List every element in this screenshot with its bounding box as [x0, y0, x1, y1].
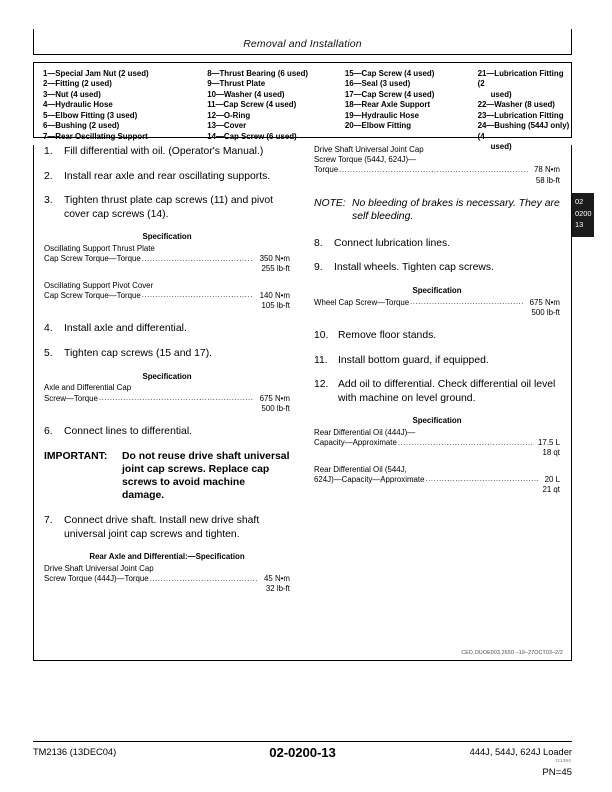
index-tab-line-1: 02	[575, 197, 584, 206]
specification-name: Rear Differential Oil (544J,	[314, 464, 407, 474]
content-frame	[33, 145, 572, 661]
specification-row	[44, 254, 290, 264]
parts-legend-item: 17—Cap Screw (4 used)	[344, 89, 435, 99]
specification-label: Cap Screw Torque—Torque	[44, 254, 141, 264]
left-steps-group-3	[44, 425, 290, 438]
specification-block	[44, 372, 290, 414]
dot-leader: .........................................	[141, 253, 253, 263]
parts-legend-item: 2—Fitting (2 used)	[43, 79, 112, 89]
specification-entry	[44, 383, 290, 414]
step-item	[44, 194, 290, 220]
specification-entry	[314, 145, 560, 186]
parts-legend-item: 24—Bushing (544J only) (4 used)	[477, 121, 572, 152]
left-steps-group-1	[44, 145, 290, 221]
dot-leader: .........................................	[141, 290, 253, 300]
important-callout	[44, 450, 290, 503]
specification-row	[314, 475, 560, 485]
parts-legend-item: 13—Cover	[207, 121, 247, 131]
step-text: Install rear axle and rear oscillating supports.	[64, 170, 271, 182]
specification-title: Rear Axle and Differential:—Specification	[89, 552, 245, 562]
step-text: Tighten cap screws (15 and 17).	[64, 347, 213, 359]
parts-legend-item: 18—Rear Axle Support	[344, 100, 431, 110]
step-item	[44, 514, 290, 540]
specification-value: 350 N•m	[259, 254, 290, 264]
dot-leader: ......................................................................	[339, 164, 529, 174]
specification-block	[314, 416, 560, 495]
specification-label: Torque	[314, 165, 339, 175]
parts-legend-item: 11—Cap Screw (4 used)	[207, 100, 297, 110]
parts-legend-item: 12—O-Ring	[207, 110, 251, 120]
specification-value: 78 N•m	[533, 165, 560, 175]
page-title: Removal and Installation	[243, 38, 362, 50]
left-steps-group-2	[44, 322, 290, 360]
specification-name: Oscillating Support Pivot Cover	[44, 280, 154, 290]
specification-row	[44, 574, 290, 584]
parts-legend-column-3	[345, 69, 478, 153]
page-footer	[33, 745, 572, 778]
specification-row	[44, 394, 290, 404]
step-text: Fill differential with oil. (Operator's Manual.)	[64, 146, 264, 157]
step-text: Add oil to differential. Check differential oil level with machine on level ground.	[338, 379, 556, 404]
specification-name: Axle and Differential Cap	[44, 383, 132, 393]
specification-row	[314, 438, 560, 448]
parts-legend-item: 1—Special Jam Nut (2 used)	[43, 69, 149, 78]
parts-legend-item: 23—Lubrication Fitting	[477, 110, 564, 120]
specification-name: Rear Differential Oil (444J)—	[314, 428, 416, 438]
dot-leader: ..........................................	[410, 297, 524, 307]
step-text: Install axle and differential.	[64, 323, 187, 335]
step-number: 12.	[314, 379, 329, 391]
dot-leader: .........................................................	[98, 393, 254, 403]
step-item	[44, 347, 290, 360]
parts-legend-item: 6—Bushing (2 used)	[43, 121, 120, 131]
pn-number: PN=45	[542, 767, 572, 778]
specification-subvalue: 105 lb-ft	[261, 301, 290, 311]
right-steps-group-1	[314, 237, 560, 275]
parts-legend-item: 3—Nut (4 used)	[43, 89, 101, 99]
step-number: 9.	[314, 262, 323, 274]
specification-label: 624J)—Capacity—Approximate	[314, 474, 425, 484]
parts-legend-item: 9—Thrust Plate	[207, 79, 266, 89]
specification-subvalue: 32 lb-ft	[265, 584, 290, 594]
parts-legend-column-4	[478, 69, 571, 153]
specification-title: Specification	[142, 232, 192, 242]
step-text: Connect drive shaft. Install new drive shaft universal joint cap screws and tighten.	[64, 515, 260, 540]
note-callout	[314, 197, 560, 224]
specification-entry	[314, 298, 560, 318]
content-id-credit: CED,OUOE003,2650 –19–27OCT03–2/2	[461, 650, 563, 656]
parts-legend-item: 15—Cap Screw (4 used)	[344, 69, 435, 78]
step-text: Remove floor stands.	[338, 330, 437, 342]
parts-legend-item: 21—Lubrication Fitting (2 used)	[478, 69, 571, 100]
specification-value: 45 N•m	[263, 574, 290, 584]
step-number: 7.	[44, 515, 53, 527]
step-text: Connect lubrication lines.	[334, 237, 451, 249]
step-number: 5.	[44, 347, 53, 359]
specification-name: Drive Shaft Universal Joint Cap	[44, 564, 154, 574]
specification-name: Oscillating Support Thrust Plate	[44, 244, 155, 254]
step-number: 4.	[44, 323, 53, 335]
specification-value: 675 N•m	[529, 297, 560, 307]
parts-legend-item: 8—Thrust Bearing (6 used)	[207, 69, 309, 78]
step-text: Connect lines to differential.	[64, 425, 193, 437]
step-item	[314, 378, 560, 404]
specification-title: Specification	[412, 416, 462, 426]
specification-block	[314, 286, 560, 318]
step-number: 6.	[44, 425, 53, 437]
parts-legend-item: 4—Hydraulic Hose	[43, 100, 113, 110]
specification-label: Capacity—Approximate	[314, 438, 397, 448]
specification-entry	[314, 428, 560, 459]
specification-block	[44, 232, 290, 311]
specification-subvalue: 58 lb-ft	[535, 175, 560, 185]
parts-legend-item: 5—Elbow Fitting (3 used)	[43, 110, 138, 120]
dot-leader: ........................................	[149, 573, 259, 583]
important-text: Do not reuse drive shaft universal joint cap screws. Replace cap screws to avoid machine damage.	[122, 450, 290, 502]
parts-legend-item: 19—Hydraulic Hose	[344, 110, 419, 120]
specification-block	[314, 145, 560, 186]
parts-legend-column-2	[207, 69, 345, 153]
index-tab-line-3: 13	[575, 220, 584, 230]
specification-label: Screw—Torque	[44, 393, 98, 403]
parts-legend-column-1	[43, 69, 207, 153]
step-item	[314, 261, 560, 274]
specification-label: Screw Torque (444J)—Torque	[44, 574, 149, 584]
dot-leader: ..................................................	[397, 437, 534, 447]
specification-entry	[314, 465, 560, 496]
section-index-tab	[572, 193, 594, 237]
manual-number: TM2136 (13DEC04)	[33, 747, 117, 757]
specification-row	[314, 298, 560, 308]
page-number: 02-0200-13	[269, 745, 336, 760]
specification-value: 17.5 L	[538, 438, 560, 448]
specification-subvalue: 21 qt	[542, 485, 560, 495]
specification-subvalue: 255 lb-ft	[261, 264, 290, 274]
specification-subvalue: 18 qt	[542, 448, 560, 458]
specification-value: 675 N•m	[259, 393, 290, 403]
index-tab-line-2: 0200	[575, 208, 592, 218]
note-text: No bleeding of brakes is necessary. They are self bleeding.	[352, 197, 560, 223]
specification-title: Specification	[412, 285, 462, 295]
left-steps-group-4	[44, 514, 290, 540]
step-item	[314, 237, 560, 250]
right-steps-group-2	[314, 329, 560, 405]
step-number: 1.	[44, 146, 53, 157]
step-item	[44, 145, 290, 158]
step-item	[44, 322, 290, 335]
note-label: NOTE:	[314, 197, 346, 209]
specification-subvalue: 500 lb-ft	[261, 403, 290, 413]
step-text: Install bottom guard, if equipped.	[338, 354, 489, 366]
specification-name: Drive Shaft Universal Joint Cap	[314, 145, 424, 154]
right-column	[314, 145, 560, 506]
parts-legend-item: 7—Rear Oscillating Support	[43, 131, 148, 141]
running-header	[33, 29, 572, 55]
parts-legend-item-continuation: used)	[490, 142, 512, 152]
step-text: Install wheels. Tighten cap screws.	[334, 262, 494, 274]
step-item	[44, 170, 290, 183]
parts-legend-item: 20—Elbow Fitting	[344, 121, 412, 131]
step-item	[314, 354, 560, 367]
specification-label: Wheel Cap Screw—Torque	[314, 297, 410, 307]
specification-entry	[44, 281, 290, 312]
step-number: 3.	[44, 195, 53, 207]
parts-legend-item-continuation: used)	[490, 89, 512, 99]
parts-legend-item: 10—Washer (4 used)	[207, 89, 285, 99]
specification-row	[314, 165, 560, 175]
left-column	[44, 145, 290, 606]
footer-tiny-code: t21394	[555, 758, 571, 763]
parts-legend-columns	[34, 69, 571, 153]
parts-legend-item: 16—Seal (3 used)	[344, 79, 411, 89]
machine-models: 444J, 544J, 624J Loader	[469, 747, 572, 757]
step-number: 11.	[314, 354, 328, 366]
dot-leader: ..........................................	[425, 474, 540, 484]
parts-legend-item: 22—Washer (8 used)	[477, 100, 555, 110]
parts-legend-item: 14—Cap Screw (6 used)	[207, 131, 297, 141]
specification-name-2: Screw Torque (544J, 624J)—	[314, 155, 417, 165]
specification-block	[44, 552, 290, 594]
specification-entry	[44, 244, 290, 275]
specification-entry	[44, 564, 290, 595]
step-text: Tighten thrust plate cap screws (11) and pivot cover cap screws (14).	[64, 195, 274, 220]
specification-value: 140 N•m	[259, 290, 290, 300]
specification-row	[44, 291, 290, 301]
specification-title: Specification	[142, 371, 192, 381]
step-number: 8.	[314, 237, 323, 249]
footer-divider	[33, 741, 572, 742]
specification-subvalue: 500 lb-ft	[531, 307, 560, 317]
step-item	[314, 329, 560, 342]
step-item	[44, 425, 290, 438]
step-number: 10.	[314, 330, 329, 342]
important-label: IMPORTANT:	[44, 450, 108, 462]
specification-value: 20 L	[544, 474, 560, 484]
specification-label: Cap Screw Torque—Torque	[44, 290, 141, 300]
step-number: 2.	[44, 170, 53, 182]
